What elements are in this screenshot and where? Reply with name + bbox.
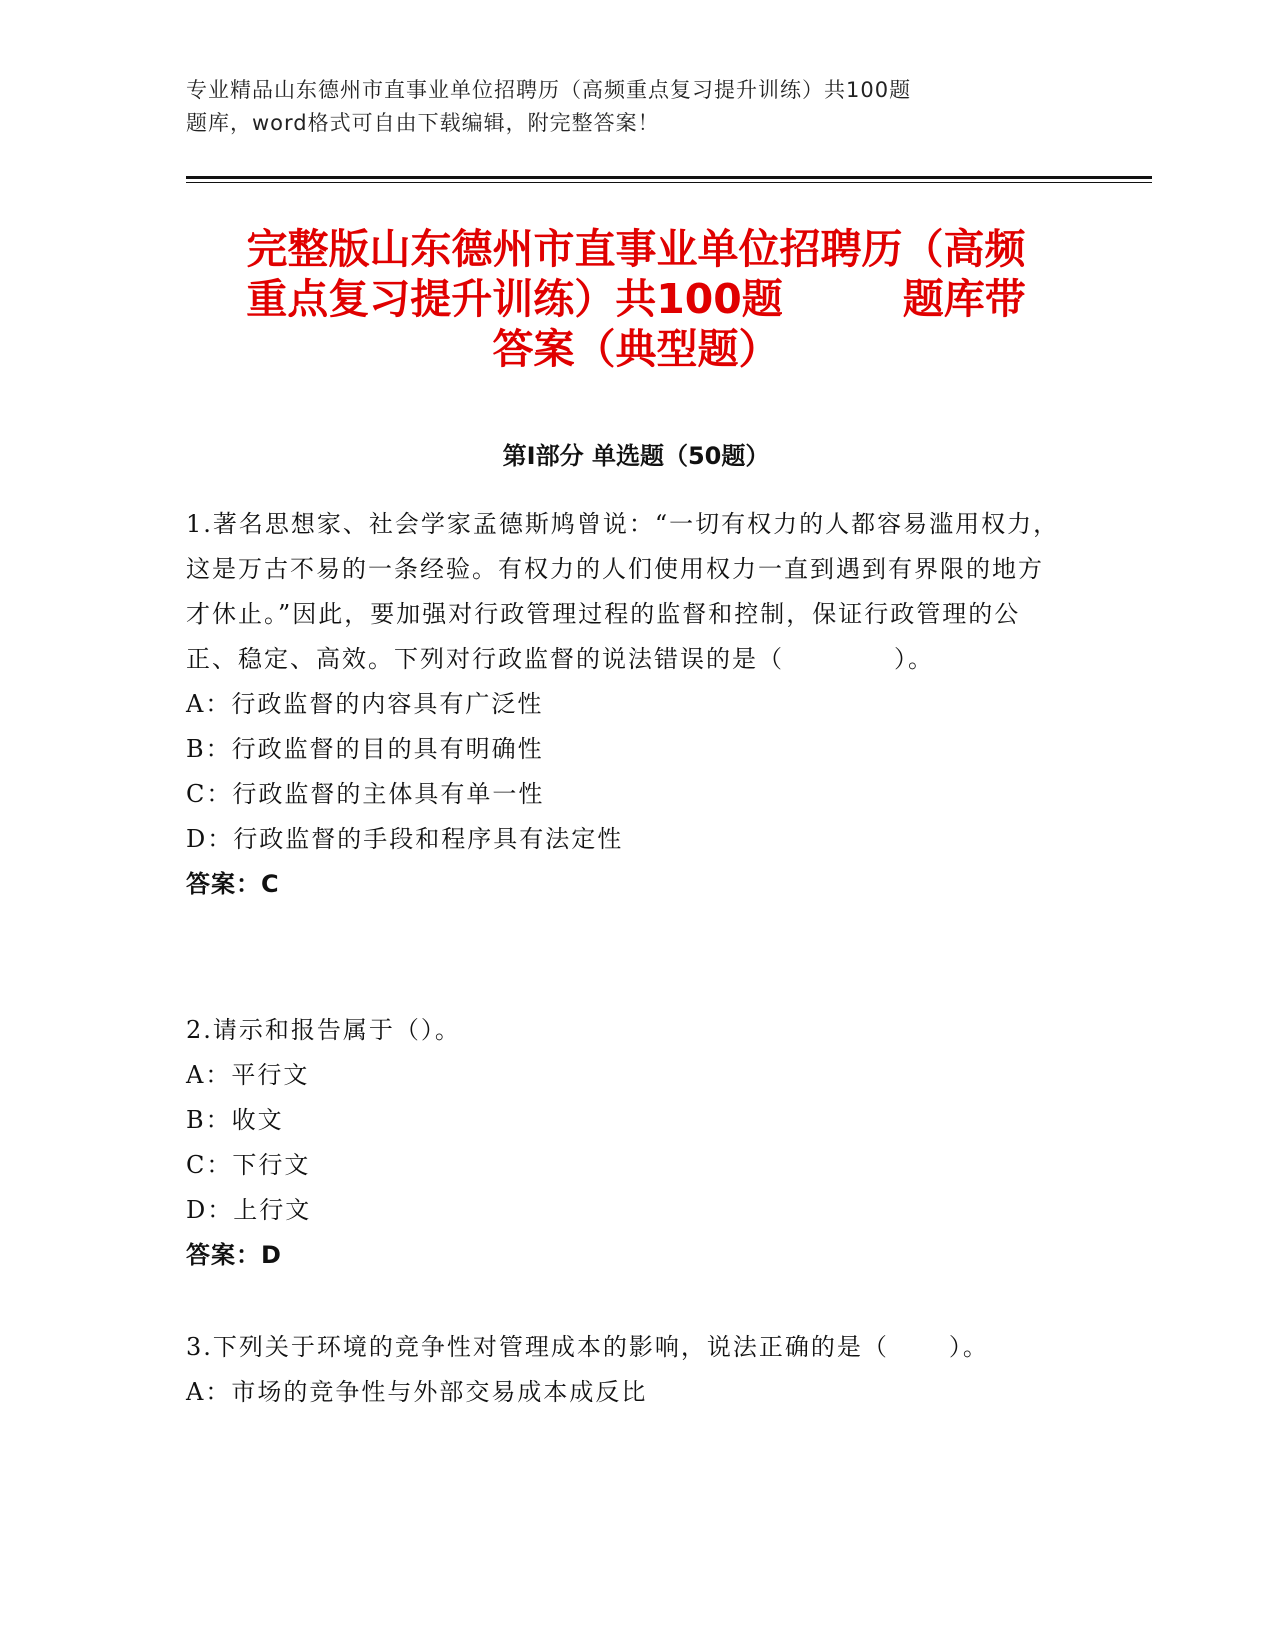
header-divider-thin — [186, 182, 1152, 183]
title-line-1: 完整版山东德州市直事业单位招聘历（高频 — [246, 225, 1026, 273]
title-line-3: 答案（典型题） — [492, 325, 780, 373]
option-c: C：行政监督的主体具有单一性 — [186, 780, 545, 808]
header-note-line-1: 专业精品山东德州市直事业单位招聘历（高频重点复习提升训练）共100题 — [186, 78, 912, 102]
title-line-2 — [186, 274, 1086, 324]
option-a: A：市场的竞争性与外部交易成本成反比 — [186, 1378, 648, 1406]
answer: 答案：C — [186, 870, 280, 898]
question-stem: 2.请示和报告属于（）。 — [186, 1016, 461, 1044]
question-stem — [186, 502, 1066, 682]
question-stem — [186, 1325, 1066, 1370]
question-1 — [186, 502, 1066, 907]
document-title — [186, 224, 1086, 374]
option-a: A：平行文 — [186, 1061, 310, 1089]
title-line-2-part-a: 重点复习提升训练）共100题 — [246, 275, 783, 323]
option-b: B：行政监督的目的具有明确性 — [186, 735, 544, 763]
header-note-line-2: 题库，word格式可自由下载编辑，附完整答案！ — [186, 111, 660, 135]
question-3 — [186, 1325, 1066, 1415]
header-divider-thick — [186, 176, 1152, 179]
question-2 — [186, 1008, 1066, 1278]
title-line-2-part-b: 题库带 — [902, 275, 1026, 323]
header-note — [186, 74, 1016, 140]
option-b: B：收文 — [186, 1106, 284, 1134]
option-c: C：下行文 — [186, 1151, 311, 1179]
option-d: D：行政监督的手段和程序具有法定性 — [186, 825, 624, 853]
option-a: A：行政监督的内容具有广泛性 — [186, 690, 544, 718]
question-stem-text: 1.著名思想家、社会学家孟德斯鸠曾说：“一切有权力的人都容易滥用权力，这是万古不易的一条经验。有权力的人们使用权力一直到遇到有界限的地方才休止。”因此，要加强对行政管理过程的监督和控制，保证行政管理的公正、稳定、高效。下列对行政监督的说法错误的是（ — [186, 510, 1060, 673]
question-stem-end: ）。 — [948, 1333, 989, 1361]
question-stem-end: ）。 — [894, 645, 934, 673]
section-heading: 第Ⅰ部分 单选题（50题） — [502, 442, 770, 470]
option-d: D：上行文 — [186, 1196, 312, 1224]
question-stem-text: 3.下列关于环境的竞争性对管理成本的影响，说法正确的是（ — [186, 1333, 889, 1361]
answer: 答案：D — [186, 1241, 282, 1269]
